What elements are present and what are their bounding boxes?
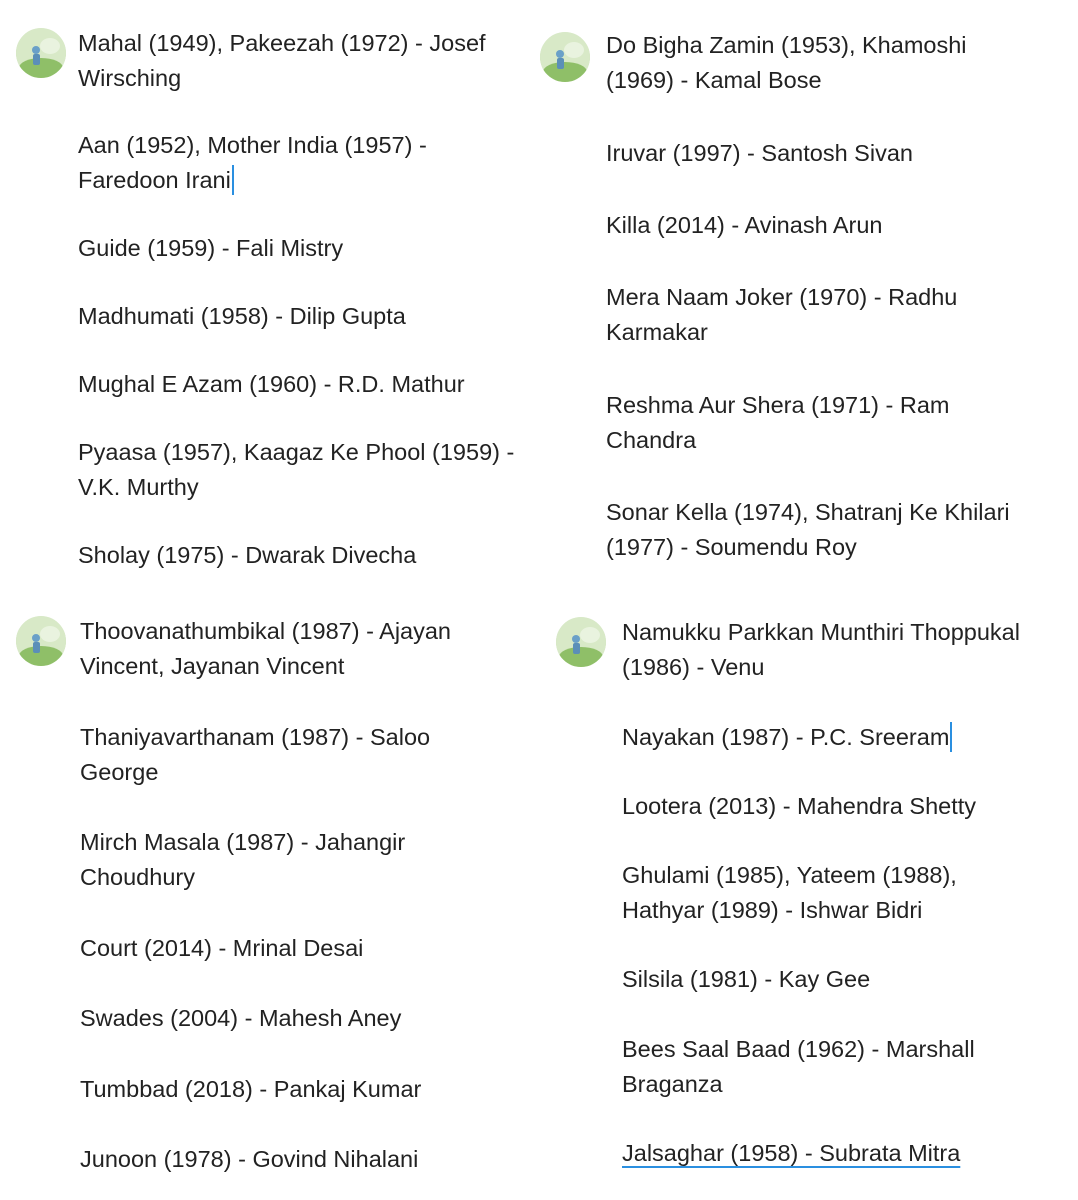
panel-bottom-left — [0, 600, 540, 1200]
message-item[interactable]: Sonar Kella (1974), Shatranj Ke Khilari (1977) - Soumendu Roy — [606, 499, 1010, 560]
message-text: Nayakan (1987) - P.C. Sreeram — [622, 724, 950, 750]
message-item[interactable]: Mirch Masala (1987) - Jahangir Choudhury — [80, 829, 406, 890]
message-item[interactable]: Do Bigha Zamin (1953), Khamoshi (1969) - Kamal Bose — [606, 32, 967, 93]
message-item[interactable]: Mahal (1949), Pakeezah (1972) - Josef Wirsching — [78, 30, 486, 91]
profile-avatar-icon[interactable] — [540, 32, 590, 82]
message-item[interactable]: Junoon (1978) - Govind Nihalani — [80, 1146, 419, 1172]
message-item[interactable]: Reshma Aur Shera (1971) - Ram Chandra — [606, 392, 950, 453]
message-item[interactable]: Pyaasa (1957), Kaagaz Ke Phool (1959) - V.K. Murthy — [78, 439, 515, 500]
message-item[interactable]: Sholay (1975) - Dwarak Divecha — [78, 542, 417, 568]
message-item[interactable]: Court (2014) - Mrinal Desai — [80, 935, 364, 961]
panel-top-right — [530, 0, 1078, 600]
message-item[interactable]: Bees Saal Baad (1962) - Marshall Braganza — [622, 1036, 975, 1097]
message-item[interactable]: Tumbbad (2018) - Pankaj Kumar — [80, 1076, 422, 1102]
message-item[interactable]: Lootera (2013) - Mahendra Shetty — [622, 793, 977, 819]
message-item[interactable]: Thaniyavarthanam (1987) - Saloo George — [80, 724, 431, 785]
text-cursor — [950, 722, 952, 752]
message-item[interactable]: Thoovanathumbikal (1987) - Ajayan Vincent, Jayanan Vincent — [80, 618, 451, 679]
message-item[interactable]: Swades (2004) - Mahesh Aney — [80, 1005, 402, 1031]
profile-avatar-icon[interactable] — [16, 616, 66, 666]
message-item[interactable]: Jalsaghar (1958) - Subrata Mitra — [622, 1140, 961, 1166]
message-item[interactable]: Mera Naam Joker (1970) - Radhu Karmakar — [606, 284, 958, 345]
message-item[interactable]: Silsila (1981) - Kay Gee — [622, 966, 871, 992]
message-item[interactable] — [78, 128, 518, 198]
message-item[interactable]: Ghulami (1985), Yateem (1988), Hathyar (1989) - Ishwar Bidri — [622, 862, 957, 923]
message-item[interactable]: Iruvar (1997) - Santosh Sivan — [606, 140, 913, 166]
message-text: Aan (1952), Mother India (1957) - Faredoon Irani — [78, 132, 427, 193]
message-item[interactable]: Namukku Parkkan Munthiri Thoppukal (1986) - Venu — [622, 619, 1020, 680]
profile-avatar-icon[interactable] — [16, 28, 66, 78]
message-item[interactable]: Guide (1959) - Fali Mistry — [78, 235, 344, 261]
panel-top-left — [0, 0, 530, 600]
panel-bottom-right — [540, 600, 1078, 1200]
message-item[interactable]: Killa (2014) - Avinash Arun — [606, 212, 883, 238]
message-item[interactable]: Mughal E Azam (1960) - R.D. Mathur — [78, 371, 465, 397]
text-cursor — [232, 165, 234, 195]
message-item[interactable] — [622, 720, 1062, 755]
message-item[interactable]: Madhumati (1958) - Dilip Gupta — [78, 303, 406, 329]
profile-avatar-icon[interactable] — [556, 617, 606, 667]
